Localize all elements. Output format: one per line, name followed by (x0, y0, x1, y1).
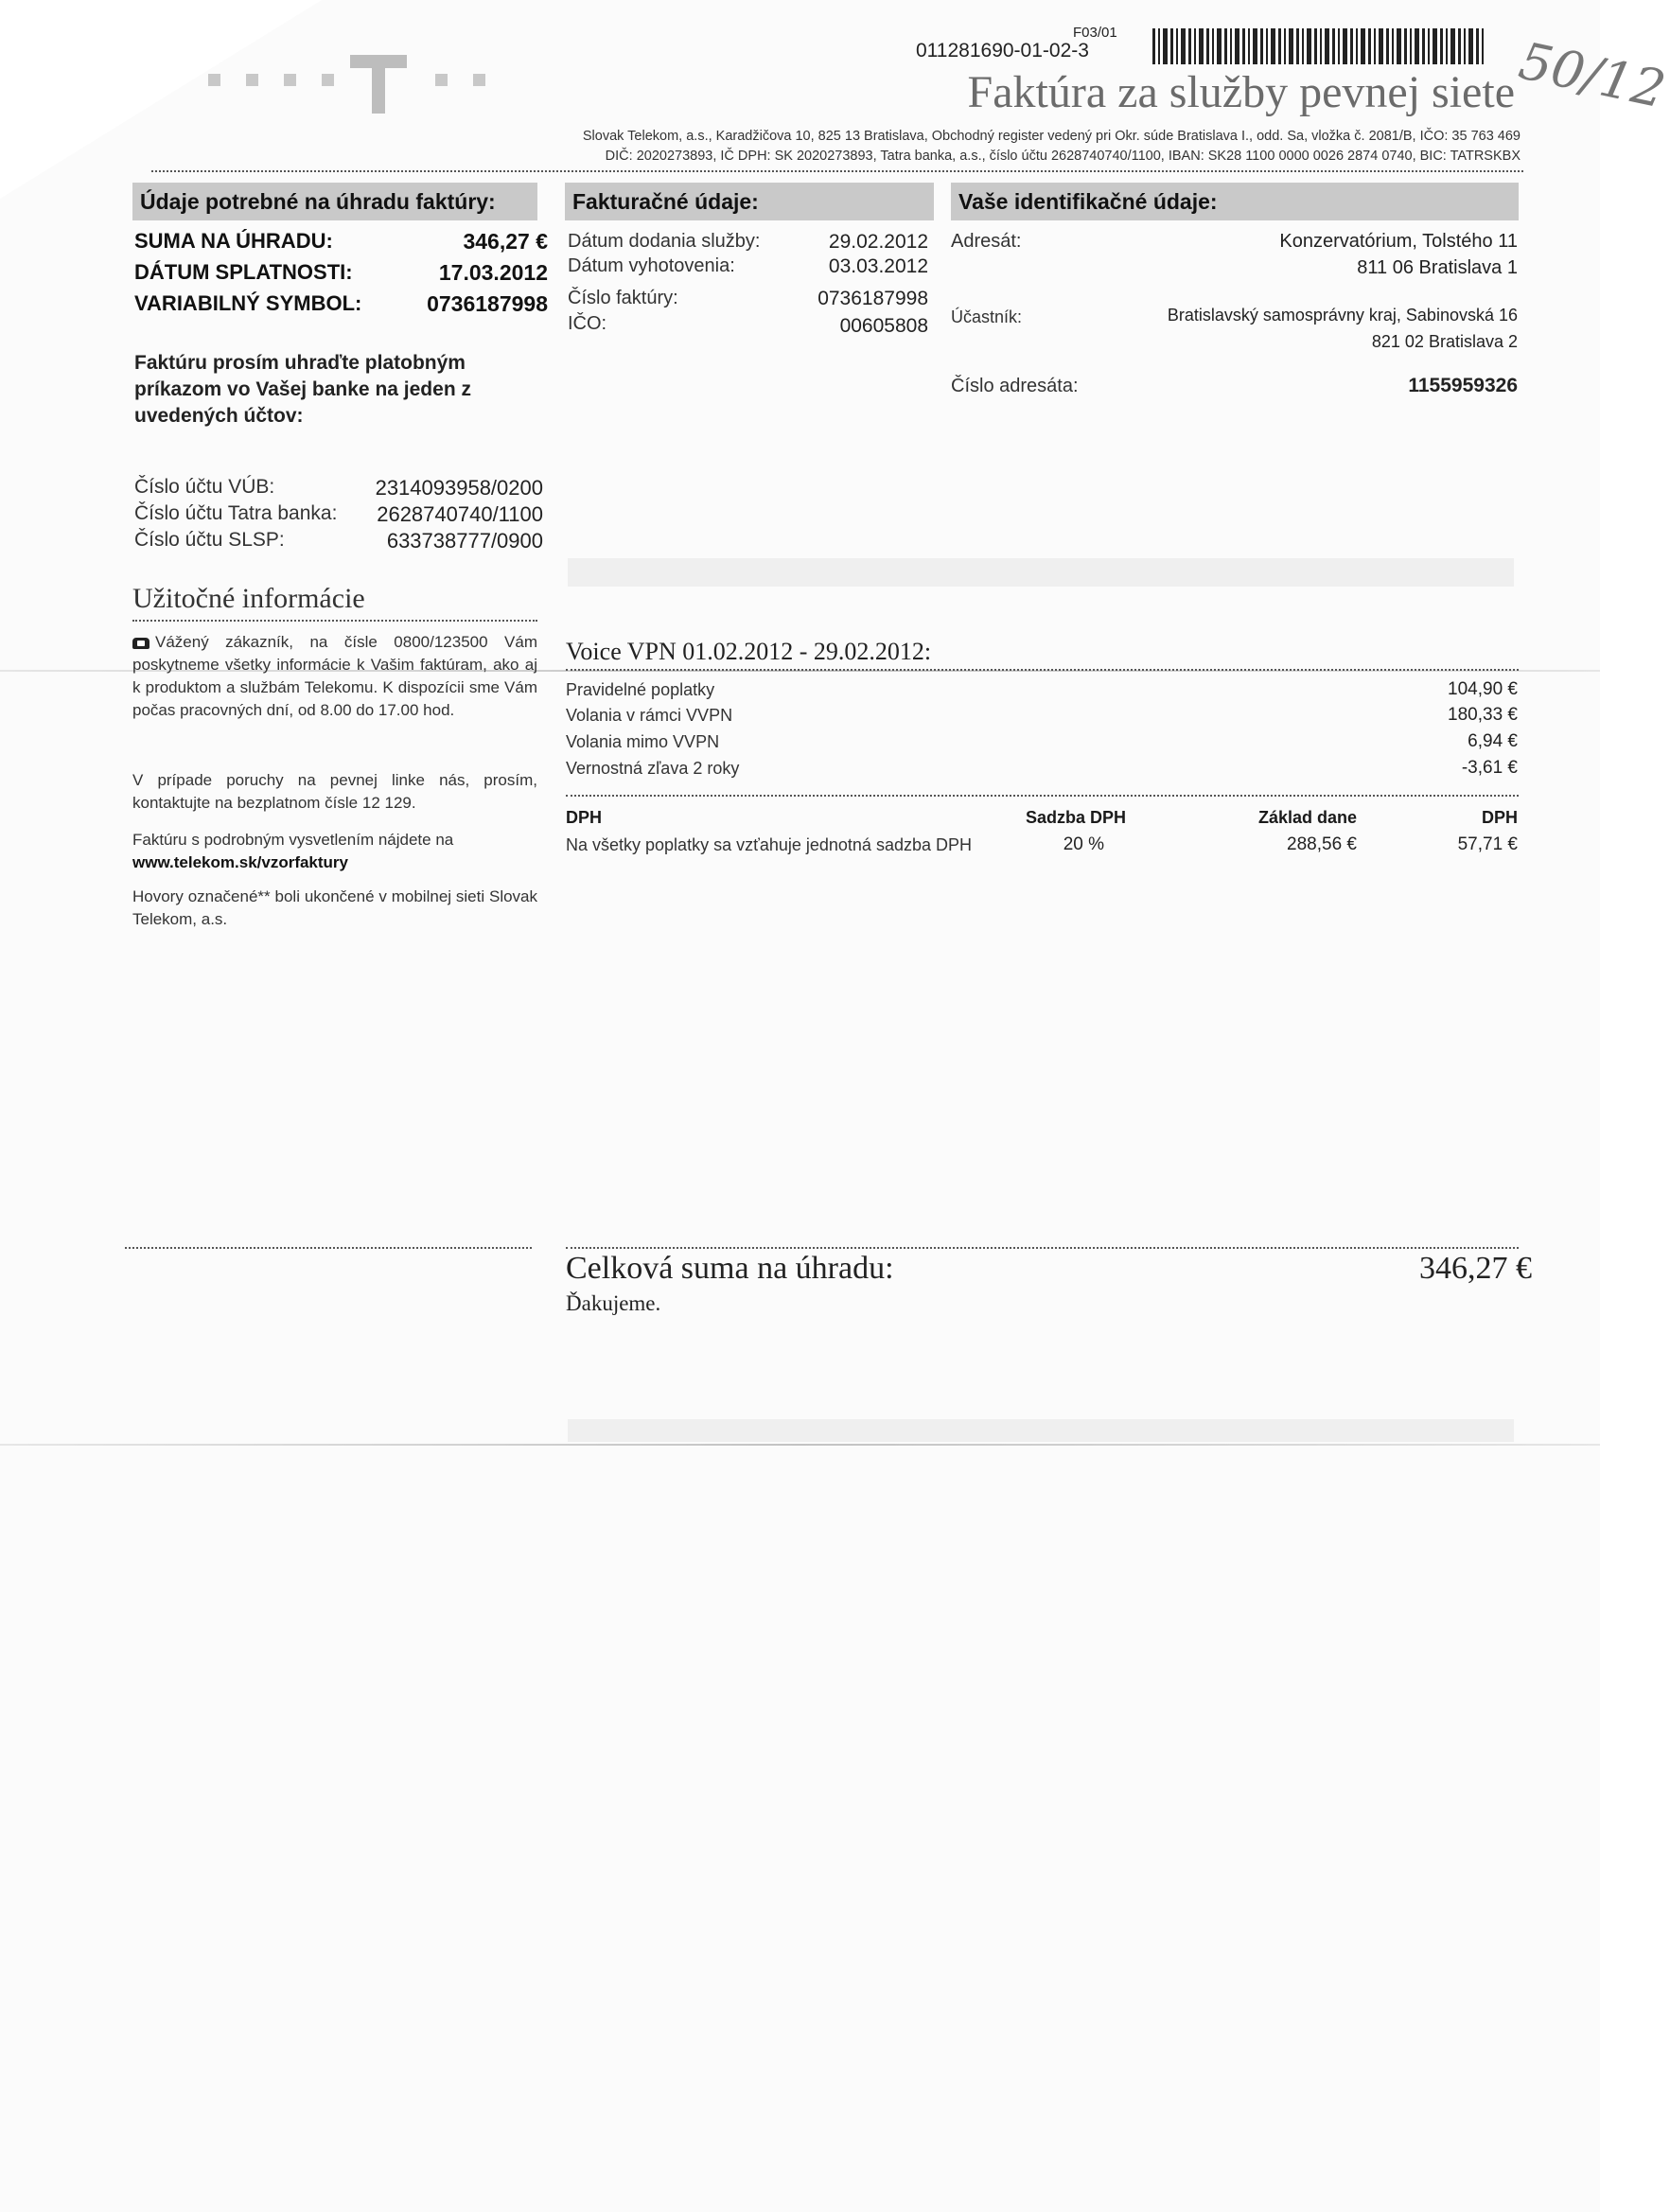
delivery-date-value: 29.02.2012 (828, 231, 928, 253)
services-divider (566, 669, 1519, 671)
service-item-value: 180,33 € (1448, 705, 1518, 725)
account-vub-label: Číslo účtu VÚB: (134, 476, 275, 498)
issue-date-label: Dátum vyhotovenia: (568, 255, 735, 276)
account-tatra-value: 2628740740/1100 (377, 502, 543, 526)
vat-divider (566, 795, 1519, 797)
telekom-logo (208, 47, 492, 114)
account-tatra-label: Číslo účtu Tatra banka: (134, 502, 338, 524)
addressee-label: Adresát: (951, 231, 1022, 252)
account-slsp-value: 633738777/0900 (386, 529, 543, 553)
participant-label: Účastník: (951, 307, 1023, 326)
addressee-number-label: Číslo adresáta: (951, 376, 1079, 396)
service-item-label: Volania mimo VVPN (566, 732, 720, 751)
show-through-shade (568, 1419, 1514, 1442)
header-divider (151, 170, 1523, 172)
service-item-value: -3,61 € (1461, 758, 1518, 778)
identification-section-heading: Vaše identifikačné údaje: (951, 183, 1519, 220)
thanks-text: Ďakujeme. (566, 1291, 661, 1315)
addressee-line-1: Konzervatórium, Tolstého 11 (1279, 231, 1518, 252)
participant-line-1: Bratislavský samosprávny kraj, Sabinovská 16 (1167, 306, 1518, 325)
phone-icon (132, 638, 149, 649)
service-item-label: Volania v rámci VVPN (566, 706, 733, 725)
invoice-number-value: 0736187998 (817, 288, 928, 309)
variable-symbol-label: VARIABILNÝ SYMBOL: (134, 291, 362, 315)
handwritten-note: 50/12 (1514, 30, 1670, 120)
issue-date-value: 03.03.2012 (828, 255, 928, 277)
vat-row-label: Na všetky poplatky sa vzťahuje jednotná sadzba DPH (566, 835, 972, 854)
page-title: Faktúra za služby pevnej siete (967, 67, 1515, 117)
vat-col-dph: DPH (566, 808, 603, 827)
vzorfaktury-link[interactable]: www.telekom.sk/vzorfaktury (132, 853, 349, 871)
document-number: 011281690-01-02-3 (916, 40, 1089, 61)
company-info-line-2: DIČ: 2020273893, IČ DPH: SK 2020273893, Tatra banka, a.s., číslo účtu 2628740740/1100, IBAN: SK28 1100 0000 0026 2874 0740, BIC: TATRSKBX (605, 149, 1521, 164)
participant-line-2: 821 02 Bratislava 2 (1371, 332, 1518, 351)
amount-value: 346,27 € (463, 229, 548, 254)
vat-col-vat: DPH (1481, 808, 1518, 827)
invoice-number-label: Číslo faktúry: (568, 288, 678, 308)
paper-crease (0, 1444, 1600, 1446)
delivery-date-label: Dátum dodania služby: (568, 231, 761, 252)
useful-info-divider (132, 620, 537, 622)
useful-info-heading: Užitočné informácie (132, 583, 365, 614)
billing-section-heading: Fakturačné údaje: (565, 183, 934, 220)
account-slsp-label: Číslo účtu SLSP: (134, 529, 285, 551)
account-vub-value: 2314093958/0200 (375, 476, 543, 500)
company-info-line-1: Slovak Telekom, a.s., Karadžičova 10, 825 13 Bratislava, Obchodný register vedený pri Okr. súde Bratislava I., odd. Sa, vložka č. 2081/B, IČO: 35 763 469 (582, 129, 1521, 144)
barcode-icon (1152, 28, 1484, 64)
payment-instruction: Faktúru prosím uhraďte platobným príkazom vo Vašej banke na jeden z uvedených účtov: (134, 352, 471, 427)
form-code: F03/01 (1073, 25, 1117, 41)
show-through-shade (568, 558, 1514, 587)
vat-col-rate: Sadzba DPH (1025, 808, 1126, 827)
addressee-number-value: 1155959326 (1408, 375, 1518, 396)
info-paragraph-contact: Vážený zákazník, na čísle 0800/123500 Vám poskytneme všetky informácie k Vašim faktúram, ako aj k produktom a službám Telekomu. K dispozícii sme Vám počas pracovných dní, od 8.00 do 17.00 hod. (132, 633, 537, 719)
vat-row-base: 288,56 € (1287, 834, 1357, 854)
info-paragraph-link: Faktúru s podrobným vysvetlením nájdete na www.telekom.sk/vzorfaktury (132, 831, 454, 871)
variable-symbol-value: 0736187998 (427, 291, 548, 316)
info-paragraph-fault: V prípade poruchy na pevnej linke nás, prosím, kontaktujte na bezplatnom čísle 12 129. (132, 771, 537, 812)
service-item-label: Pravidelné poplatky (566, 680, 715, 699)
info-paragraph-mobile: Hovory označené** boli ukončené v mobilnej sieti Slovak Telekom, a.s. (132, 887, 537, 928)
service-item-value: 104,90 € (1448, 679, 1518, 699)
due-date-value: 17.03.2012 (438, 260, 548, 285)
services-heading: Voice VPN 01.02.2012 - 29.02.2012: (566, 638, 932, 665)
total-label: Celková suma na úhradu: (566, 1251, 894, 1286)
due-date-label: DÁTUM SPLATNOSTI: (134, 260, 353, 284)
vat-row-vat: 57,71 € (1457, 834, 1518, 854)
total-divider (566, 1247, 1519, 1249)
service-item-label: Vernostná zľava 2 roky (566, 759, 740, 778)
vat-col-base: Základ dane (1257, 808, 1357, 827)
ico-value: 00605808 (839, 315, 928, 337)
addressee-line-2: 811 06 Bratislava 1 (1357, 257, 1518, 278)
vat-row-rate: 20 % (1063, 834, 1104, 854)
service-item-value: 6,94 € (1468, 731, 1518, 751)
total-value: 346,27 € (1419, 1251, 1532, 1286)
total-left-divider (125, 1247, 532, 1249)
ico-label: IČO: (568, 313, 607, 334)
payment-section-heading: Údaje potrebné na úhradu faktúry: (132, 183, 537, 220)
amount-label: SUMA NA ÚHRADU: (134, 229, 333, 253)
